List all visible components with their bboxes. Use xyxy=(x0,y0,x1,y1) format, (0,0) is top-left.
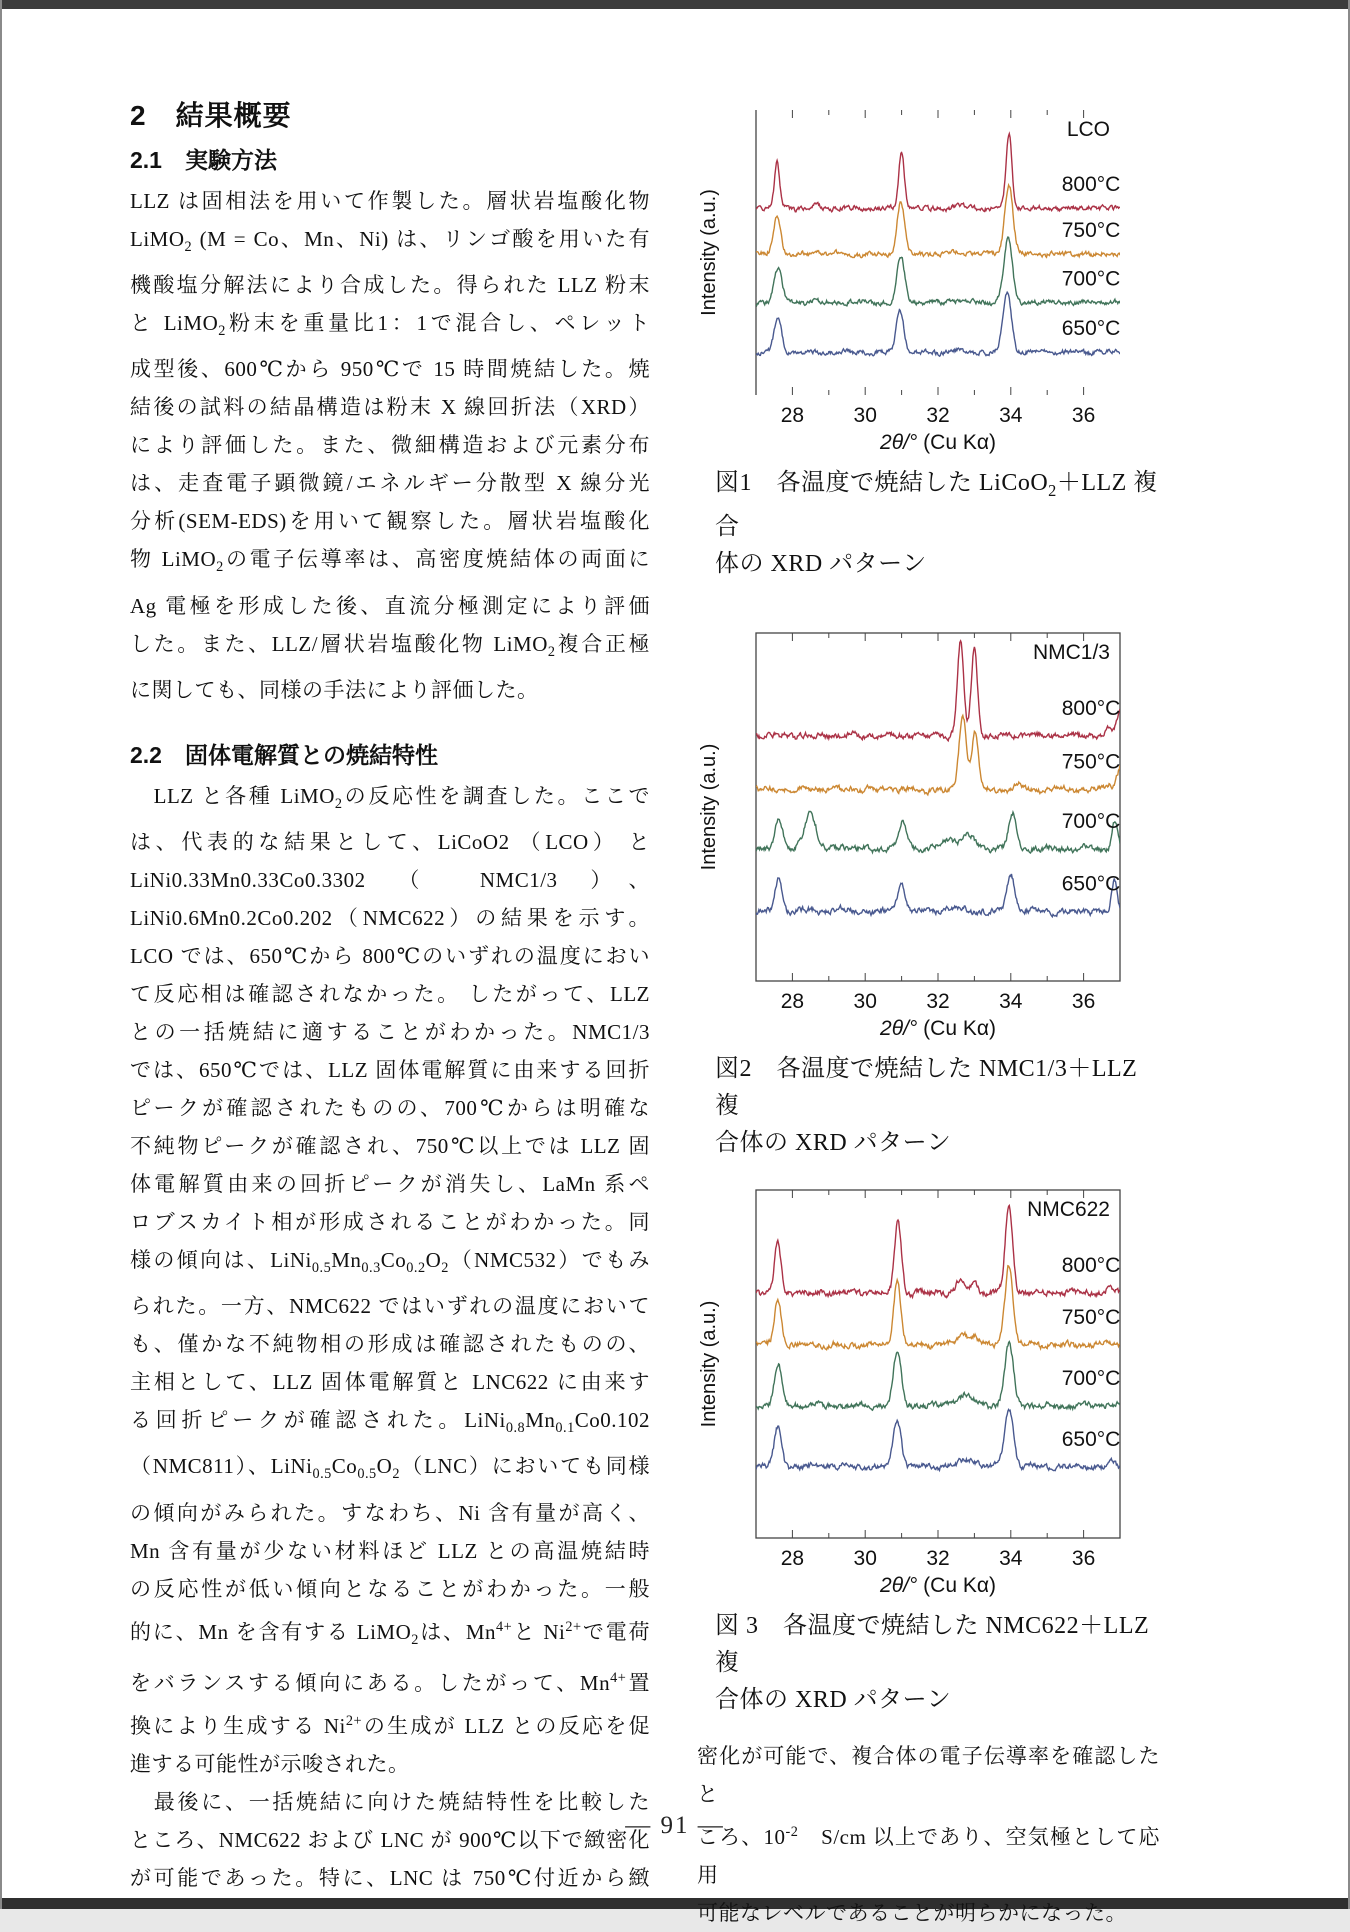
temperature-label: 700°C xyxy=(1061,267,1121,291)
text-line: した。また、LLZ/層状岩塩酸化物 LiMO$_2$複合正極 xyxy=(130,631,650,660)
text-line: 不純物ピークが確認され、750℃以上では LLZ 固 xyxy=(130,1133,650,1158)
figure-1-caption xyxy=(715,465,1160,583)
x-tick-label: 32 xyxy=(926,404,950,427)
figure-3-caption xyxy=(715,1608,1160,1719)
paragraph-experimental-method xyxy=(130,182,650,709)
x-axis-label: 2θ/° (Cu Kα) xyxy=(880,431,996,454)
paragraph-reactivity-results xyxy=(130,777,650,1783)
text-line: 体電解質由来の回折ピークが消失し、LaMn 系ペ xyxy=(130,1171,650,1196)
text-line: との一括焼結に適することがわかった。NMC1/3 xyxy=(130,1019,650,1044)
x-tick-label: 30 xyxy=(853,404,877,427)
subsection-heading-sintering: 2.2 固体電解質との焼結特性 xyxy=(130,741,438,768)
text-line: では、650℃では、LLZ 固体電解質に由来する回折 xyxy=(130,1057,650,1082)
right-column xyxy=(697,100,1160,1932)
text-line: 合体の XRD パターン xyxy=(715,1686,952,1713)
xrd-plot-LCO xyxy=(697,100,1160,457)
figure-2-xrd-nmc13 xyxy=(697,623,1160,1043)
temperature-label: 650°C xyxy=(1061,872,1121,896)
plot-title: LCO xyxy=(1066,118,1110,141)
text-line: Ag 電極を形成した後、直流分極測定により評価 xyxy=(130,593,650,618)
x-tick-label: 34 xyxy=(999,989,1023,1013)
temperature-label: 750°C xyxy=(1061,1305,1121,1329)
text-line: の傾向がみられた。すなわち、Ni 含有量が高く、 xyxy=(130,1500,650,1525)
text-line: LiMO$_2$ (M = Co、Mn、Ni) は、リンゴ酸を用いた有 xyxy=(130,227,650,256)
x-tick-label: 28 xyxy=(780,989,805,1013)
page-border-left xyxy=(0,0,2,1909)
text-line: LLZ と各種 LiMO$_2$の反応性を調査した。ここで xyxy=(130,783,650,812)
text-line: をバランスする傾向にある。したがって、$Mn^{4+}$置 xyxy=(130,1669,650,1695)
text-line: る回折ピークが確認された。$LiNi_{0.8}Mn_{0.1}Co0.102$ xyxy=(130,1408,650,1437)
text-line: 分析(SEM-EDS)を用いて観察した。層状岩塩酸化 xyxy=(130,509,650,534)
temperature-label: 700°C xyxy=(1061,1366,1121,1390)
temperature-label: 700°C xyxy=(1061,809,1121,833)
y-axis-label: Intensity (a.u.) xyxy=(698,743,720,871)
text-line: LiNi0.6Mn0.2Co0.202（NMC622）の結果を示す。 xyxy=(130,905,650,930)
x-tick-label: 28 xyxy=(780,1546,805,1570)
text-line: に関しても、同様の手法により評価した。 xyxy=(130,677,539,702)
text-line: 図2 各温度で焼結した NMC1/3＋LLZ 複 xyxy=(715,1055,1138,1119)
text-line: 成型後、600℃から 950℃で 15 時間焼結した。焼 xyxy=(130,357,650,382)
x-tick-label: 36 xyxy=(1071,404,1096,427)
figure-3-xrd-nmc622 xyxy=(697,1180,1160,1600)
text-line: は、走査電子顕微鏡/エネルギー分散型 X 線分光 xyxy=(130,471,650,496)
x-tick-label: 34 xyxy=(999,1546,1023,1570)
x-tick-label: 34 xyxy=(999,404,1023,427)
text-line: 進する可能性が示唆された。 xyxy=(130,1751,410,1776)
temperature-label: 650°C xyxy=(1061,1427,1121,1451)
xrd-plot-NMC1/3 xyxy=(697,623,1160,1043)
text-line: により評価した。また、微細構造および元素分布 xyxy=(130,433,650,458)
text-line: 結後の試料の結晶構造は粉末 X 線回折法（XRD） xyxy=(130,395,650,420)
text-line: られた。一方、NMC622 ではいずれの温度において xyxy=(130,1294,650,1319)
text-line: ところ、NMC622 および LNC が 900℃以下で緻密化 xyxy=(130,1827,650,1852)
text-line: 可能なレベルであることが明らかになった。 xyxy=(697,1900,1127,1925)
text-line: Mn 含有量が少ない材料ほど LLZ との高温焼結時 xyxy=(130,1538,650,1563)
text-line: が可能であった。特に、LNC は 750℃付近から緻 xyxy=(130,1865,650,1890)
x-axis-label: 2θ/° (Cu Kα) xyxy=(880,1573,996,1597)
x-tick-label: 32 xyxy=(926,1546,950,1570)
text-line: 様の傾向は、$LiNi_{0.5}Mn_{0.3}Co_{0.2}O_2(NMC532)$でもみ xyxy=(130,1247,650,1277)
y-axis-label: Intensity (a.u.) xyxy=(698,1300,720,1428)
text-line: も、僅かな不純物相の形成は確認されたものの、 xyxy=(130,1332,650,1357)
section-heading: 2 結果概要 xyxy=(130,100,292,131)
left-column xyxy=(130,98,650,1897)
text-line: 体の XRD パターン xyxy=(715,550,927,577)
plot-title: NMC622 xyxy=(1027,1197,1110,1221)
temperature-label: 800°C xyxy=(1061,173,1121,197)
x-tick-label: 30 xyxy=(853,989,877,1013)
figure-2-caption xyxy=(715,1051,1160,1162)
figure-1-xrd-lco xyxy=(697,100,1160,457)
y-axis-label: Intensity (a.u.) xyxy=(698,189,720,316)
temperature-label: 800°C xyxy=(1061,696,1121,720)
text-line: は、代表的な結果として、LiCoO2 （LCO） と xyxy=(130,829,650,854)
text-line: 物 LiMO$_2$の電子伝導率は、高密度焼結体の両面に xyxy=(130,547,651,576)
text-line: ピークが確認されたものの、700℃からは明確な xyxy=(130,1095,650,1120)
text-line: 図1 各温度で焼結した LiCoO$_2$＋LLZ 複合 xyxy=(715,470,1158,540)
text-line: （NMC811）、$LiNi_{0.5}Co_{0.5}O_2(LNC)$においても同様 xyxy=(130,1454,651,1483)
x-tick-label: 36 xyxy=(1071,1546,1096,1570)
text-line: 合体の XRD パターン xyxy=(715,1129,952,1156)
x-tick-label: 32 xyxy=(926,989,950,1013)
subsection-heading-experimental: 2.1 実験方法 xyxy=(130,147,277,173)
text-line: 図 3 各温度で焼結した NMC622＋LLZ 複 xyxy=(715,1612,1150,1676)
plot-title: NMC1/3 xyxy=(1032,640,1110,664)
text-line: ころ、$10^{-2}$ S/cm 以上であり、空気極として応用 xyxy=(697,1823,1161,1887)
text-line: と LiMO$_2$粉末を重量比1：1で混合し、ペレット xyxy=(130,311,650,340)
temperature-label: 750°C xyxy=(1061,218,1121,242)
page-number: — 91 — xyxy=(625,1812,725,1839)
text-line: LiNi0.33Mn0.33Co0.3302 （ NMC1/3 ）、 xyxy=(130,867,650,892)
text-line: 密化が可能で、複合体の電子伝導率を確認したと xyxy=(697,1743,1160,1806)
text-line: の反応性が低い傾向となることがわかった。一般 xyxy=(130,1576,650,1601)
temperature-label: 800°C xyxy=(1061,1253,1121,1277)
text-line: 最後に、一括焼結に向けた焼結特性を比較した xyxy=(130,1789,650,1814)
temperature-label: 750°C xyxy=(1061,750,1121,774)
x-tick-label: 28 xyxy=(780,404,805,427)
x-tick-label: 30 xyxy=(853,1546,877,1570)
x-axis-label: 2θ/° (Cu Kα) xyxy=(880,1016,996,1040)
text-line: 換により生成する $Ni^{2+}$の生成が LLZ との反応を促 xyxy=(130,1712,651,1738)
text-line: て反応相は確認されなかった。 したがって、LLZ xyxy=(130,981,650,1006)
text-line: 的に、Mn を含有する LiMO$_2$は、$Mn^{4+}$と $Ni^{2+}$で電荷 xyxy=(130,1618,651,1648)
xrd-plot-NMC622 xyxy=(697,1180,1160,1600)
page-border-top xyxy=(0,0,1350,9)
text-line: ロブスカイト相が形成されることがわかった。同 xyxy=(130,1209,650,1234)
x-tick-label: 36 xyxy=(1071,989,1096,1013)
text-line: LCO では、650℃から 800℃のいずれの温度におい xyxy=(130,943,650,968)
text-line: 機酸塩分解法により合成した。得られた LLZ 粉末 xyxy=(130,273,650,298)
text-line: LLZ は固相法を用いて作製した。層状岩塩酸化物 xyxy=(130,189,650,213)
text-line: 主相として、LLZ 固体電解質と LNC622 に由来す xyxy=(130,1370,650,1395)
temperature-label: 650°C xyxy=(1061,317,1121,341)
